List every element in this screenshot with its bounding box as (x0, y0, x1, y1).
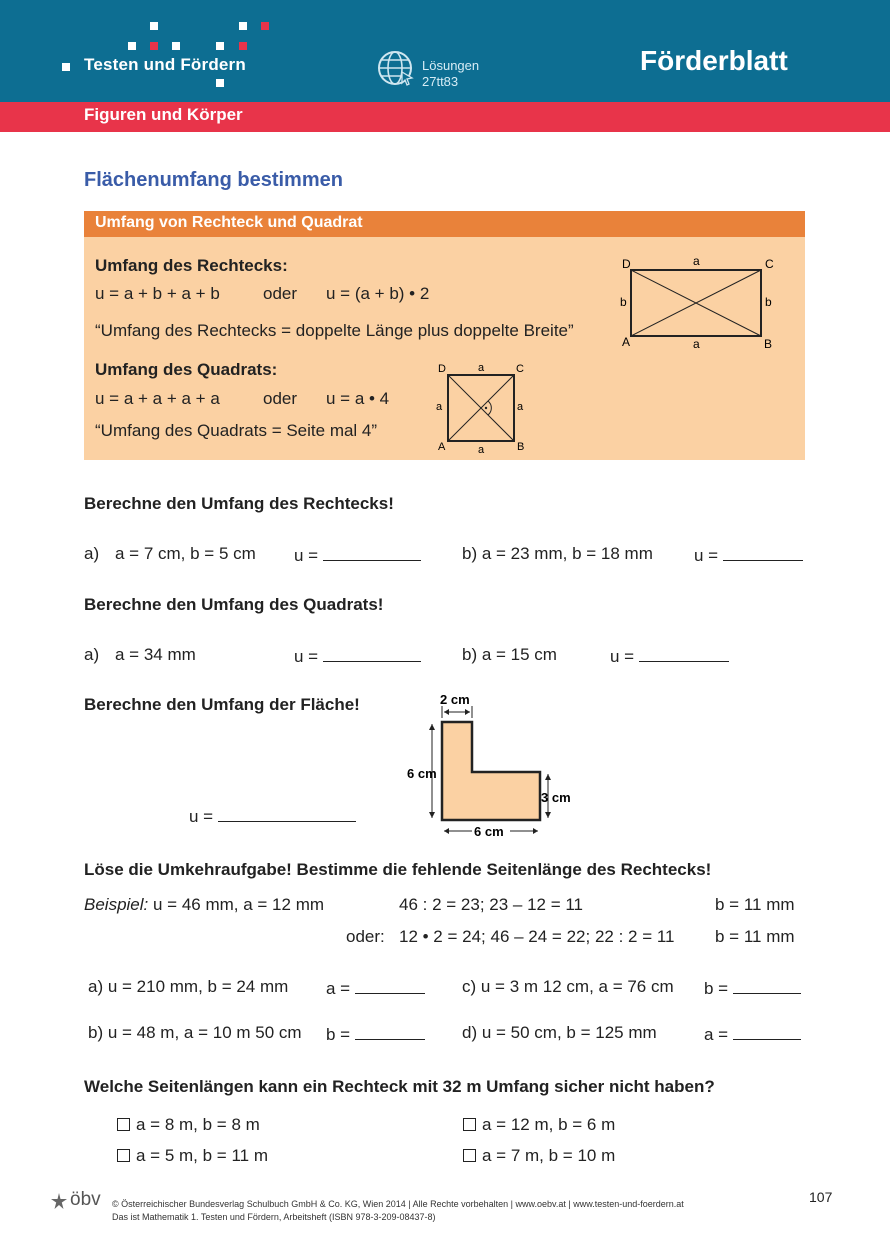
task4-a-text: a) u = 210 mm, b = 24 mm (88, 977, 289, 996)
task1-b-text: b) a = 23 mm, b = 18 mm (462, 544, 653, 563)
task4-b-text: b) u = 48 m, a = 10 m 50 cm (88, 1023, 302, 1042)
option-3[interactable]: a = 5 m, b = 11 m (117, 1146, 268, 1166)
answer-line[interactable] (355, 977, 425, 994)
square-sentence: “Umfang des Quadrats = Seite mal 4” (95, 421, 378, 440)
task4-heading: Löse die Umkehraufgabe! Bestimme die fehlende Seitenlänge des Rechtecks! (84, 860, 712, 879)
rect-label-a-top: a (693, 254, 700, 268)
square-label-d: D (438, 363, 446, 375)
l-shape (442, 722, 540, 820)
example-result-2: b = 11 mm (715, 927, 795, 946)
task4-d-text: d) u = 50 cm, b = 125 mm (462, 1023, 657, 1042)
task2-a-answer (294, 645, 421, 667)
rect-label-a-bottom: a (693, 337, 700, 351)
answer-line[interactable] (733, 1023, 801, 1040)
task3-answer (189, 805, 356, 827)
square-heading: Umfang des Quadrats: (95, 360, 278, 379)
checkbox[interactable] (117, 1149, 130, 1162)
example-given: Beispiel: u = 46 mm, a = 12 mm (84, 895, 325, 914)
rect-heading: Umfang des Rechtecks: (95, 256, 288, 275)
publisher-logo: öbv (70, 1189, 101, 1210)
right-angle-arc (488, 401, 491, 415)
u-label: u = (610, 647, 635, 666)
section-title: Flächenumfang bestimmen (84, 169, 343, 191)
example-calc-2: 12 • 2 = 24; 46 – 24 = 22; 22 : 2 = 11 (399, 927, 675, 946)
answer-line[interactable] (323, 645, 421, 662)
footer-copyright: © Österreichischer Bundesverlag Schulbuch GmbH & Co. KG, Wien 2014 | Alle Rechte vorbehalten | www.oebv.at | www.testen-und-foerdern.at (112, 1199, 684, 1209)
task4-d-answer: a = (704, 1023, 801, 1045)
dim-label-left: 6 cm (407, 766, 437, 781)
task4-b-answer: b = (326, 1023, 425, 1045)
task4-a-answer: a = (326, 977, 425, 999)
square-label-c: C (516, 363, 524, 375)
option-1[interactable]: a = 8 m, b = 8 m (117, 1115, 260, 1135)
u-label: u = (294, 546, 319, 565)
answer-line[interactable] (639, 645, 729, 662)
right-angle-dot (485, 407, 487, 409)
brand-name: Testen und Fördern (84, 55, 246, 74)
brand-bullet (62, 63, 70, 71)
rect-label-b-left: b (620, 295, 627, 309)
footer-isbn: Das ist Mathematik 1. Testen und Fördern, Arbeitsheft (ISBN 978-3-209-08437-8) (112, 1212, 436, 1222)
square-formula-2: u = a • 4 (326, 389, 390, 408)
info-box-header (84, 211, 805, 237)
task1-b-answer (694, 544, 803, 566)
task4-c-answer: b = (704, 977, 801, 999)
u-label: u = (294, 647, 319, 666)
obv-star-icon (50, 1192, 68, 1210)
info-box-title: Umfang von Rechteck und Quadrat (95, 214, 363, 231)
rect-formula-2: u = (a + b) • 2 (326, 284, 430, 303)
example-calc-1: 46 : 2 = 23; 23 – 12 = 11 (399, 895, 584, 914)
task2-b-answer (610, 645, 729, 667)
u-label: u = (694, 546, 719, 565)
answer-line[interactable] (218, 805, 356, 822)
square-label-a-left: a (436, 401, 443, 413)
task4-c-text: c) u = 3 m 12 cm, a = 76 cm (462, 977, 674, 996)
task1-a-answer (294, 544, 421, 566)
rect-label-a-corner: A (622, 335, 631, 349)
answer-line[interactable] (723, 544, 803, 561)
checkbox[interactable] (117, 1118, 130, 1131)
dim-label-bottom: 6 cm (474, 824, 504, 839)
task3-heading: Berechne den Umfang der Fläche! (84, 695, 360, 714)
dim-label-top: 2 cm (440, 692, 470, 707)
rect-label-b-corner: B (764, 337, 773, 351)
l-shape-figure (402, 688, 582, 840)
answer-line[interactable] (733, 977, 801, 994)
task5-heading: Welche Seitenlängen kann ein Rechteck mit 32 m Umfang sicher nicht haben? (84, 1077, 715, 1096)
square-label-a-bottom: a (478, 444, 485, 456)
task2-b-text: b) a = 15 cm (462, 645, 557, 664)
task1-a-label: a) (84, 544, 100, 563)
checkbox[interactable] (463, 1149, 476, 1162)
rect-label-b-right: b (765, 295, 772, 309)
solutions-code: 27tt83 (422, 74, 459, 89)
u-label: u = (189, 807, 214, 826)
rect-formula-1: u = a + b + a + b (95, 284, 220, 303)
rect-label-d: D (622, 257, 631, 271)
rect-sentence: “Umfang des Rechtecks = doppelte Länge plus doppelte Breite” (95, 321, 574, 340)
dim-label-right: 3 cm (541, 790, 571, 805)
task2-heading: Berechne den Umfang des Quadrats! (84, 595, 384, 614)
rectangle-diagram (615, 254, 785, 354)
subject-title: Figuren und Körper (84, 105, 243, 124)
rect-label-c: C (765, 257, 774, 271)
square-formula-1: u = a + a + a + a (95, 389, 220, 408)
example-label: Beispiel: (84, 895, 149, 914)
globe-icon[interactable] (378, 50, 416, 88)
page-number: 107 (809, 1189, 833, 1205)
square-or: oder (263, 389, 298, 408)
solutions-label: Lösungen (422, 58, 480, 73)
option-2[interactable]: a = 12 m, b = 6 m (463, 1115, 615, 1135)
task1-heading: Berechne den Umfang des Rechtecks! (84, 494, 394, 513)
example-oder: oder: (346, 927, 385, 946)
square-diagram (433, 360, 533, 456)
solutions-link[interactable] (422, 58, 479, 90)
rect-or: oder (263, 284, 298, 303)
answer-line[interactable] (355, 1023, 425, 1040)
task1-a-text: a = 7 cm, b = 5 cm (115, 544, 256, 563)
option-4[interactable]: a = 7 m, b = 10 m (463, 1146, 615, 1166)
checkbox[interactable] (463, 1118, 476, 1131)
answer-line[interactable] (323, 544, 421, 561)
task2-a-text: a = 34 mm (115, 645, 196, 664)
sheet-type-title: Förderblatt (640, 45, 788, 76)
square-label-a-corner: A (438, 441, 446, 453)
square-label-b-corner: B (517, 441, 525, 453)
square-label-a-top: a (478, 362, 485, 374)
example-result-1: b = 11 mm (715, 895, 795, 914)
task2-a-label: a) (84, 645, 100, 664)
square-label-a-right: a (517, 401, 524, 413)
